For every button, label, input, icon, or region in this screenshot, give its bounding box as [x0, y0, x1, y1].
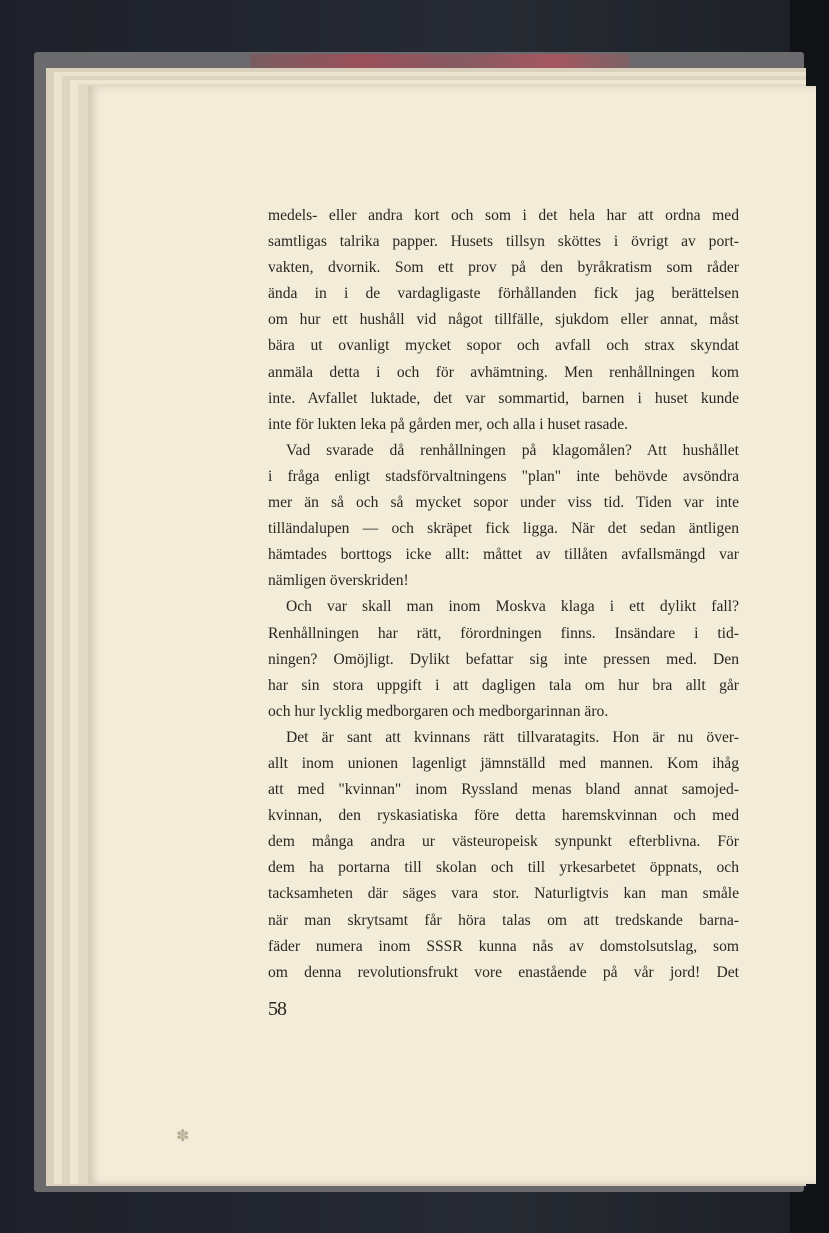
- text-line: nämligen överskriden!: [268, 572, 409, 590]
- text-line: fäder numera inom SSSR kunna nås av domstolsutslag, som: [268, 937, 739, 955]
- paragraph: [268, 594, 739, 724]
- text-line: ningen? Omöjligt. Dylikt befattar sig inte pressen med. Den: [268, 650, 739, 668]
- text-line: mer än så och så mycket sopor under viss tid. Tiden var inte: [268, 494, 739, 512]
- body-text: [268, 203, 739, 986]
- text-line: dem ha portarna till skolan och till yrkesarbetet öppnats, och: [268, 859, 739, 877]
- text-line: dem många andra ur västeuropeisk synpunkt efterblivna. För: [268, 833, 739, 851]
- text-line: att med "kvinnan" inom Ryssland menas bland annat samojed-: [268, 781, 739, 799]
- text-line: allt inom unionen lagenligt jämnställd med mannen. Kom ihåg: [268, 754, 739, 772]
- text-line: anmäla detta i och för avhämtning. Men renhållningen kom: [268, 363, 739, 381]
- text-line: Det är sant att kvinnans rätt tillvaratagits. Hon är nu över-: [286, 728, 739, 746]
- text-line: när man skrytsamt får höra talas om att tredskande barna-: [268, 911, 739, 929]
- text-line: Renhållningen har rätt, förordningen finns. Insändare i tid-: [268, 624, 739, 642]
- paragraph: [268, 438, 739, 595]
- paragraph: [268, 203, 739, 438]
- text-line: om hur ett hushåll vid något tillfälle, sjukdom eller annat, måst: [268, 311, 739, 329]
- text-line: och hur lycklig medborgaren och medborgarinnan äro.: [268, 702, 609, 720]
- text-line: hämtades borttogs icke allt: måttet av tillåten avfallsmängd var: [268, 546, 739, 564]
- text-line: i fråga enligt stadsförvaltningens "plan" inte behövde avsöndra: [268, 467, 739, 485]
- text-line: samtligas talrika papper. Husets tillsyn sköttes i övrigt av port-: [268, 233, 739, 251]
- paper-speck: ✽: [176, 1128, 190, 1145]
- text-line: ända in i de vardagligaste förhållanden fick jag berättelsen: [268, 285, 739, 303]
- paragraph: [268, 725, 739, 986]
- text-line: bära ut ovanligt mycket sopor och avfall och strax skyndat: [268, 337, 739, 355]
- text-line: tilländalupen — och skräpet fick ligga. När det sedan äntligen: [268, 520, 739, 538]
- page-number: 58: [268, 998, 286, 1020]
- text-line: inte för lukten leka på gården mer, och alla i huset rasade.: [268, 415, 629, 433]
- text-line: om denna revolutionsfrukt vore enastående på vår jord! Det: [268, 963, 739, 981]
- text-line: Och var skall man inom Moskva klaga i ett dylikt fall?: [286, 598, 739, 616]
- text-line: inte. Avfallet luktade, det var sommartid, barnen i huset kunde: [268, 389, 739, 407]
- text-line: har sin stora uppgift i att dagligen tala om hur bra allt går: [268, 676, 739, 694]
- text-line: tacksamheten där säges vara stor. Naturligtvis kan man småle: [268, 885, 739, 903]
- text-line: vakten, dvornik. Som ett prov på den byråkratism som råder: [268, 259, 739, 277]
- text-line: kvinnan, den ryskasiatiska före detta haremskvinnan och med: [268, 807, 739, 825]
- text-line: Vad svarade då renhållningen på klagomålen? Att hushållet: [286, 441, 739, 459]
- text-line: medels- eller andra kort och som i det hela har att ordna med: [268, 207, 739, 224]
